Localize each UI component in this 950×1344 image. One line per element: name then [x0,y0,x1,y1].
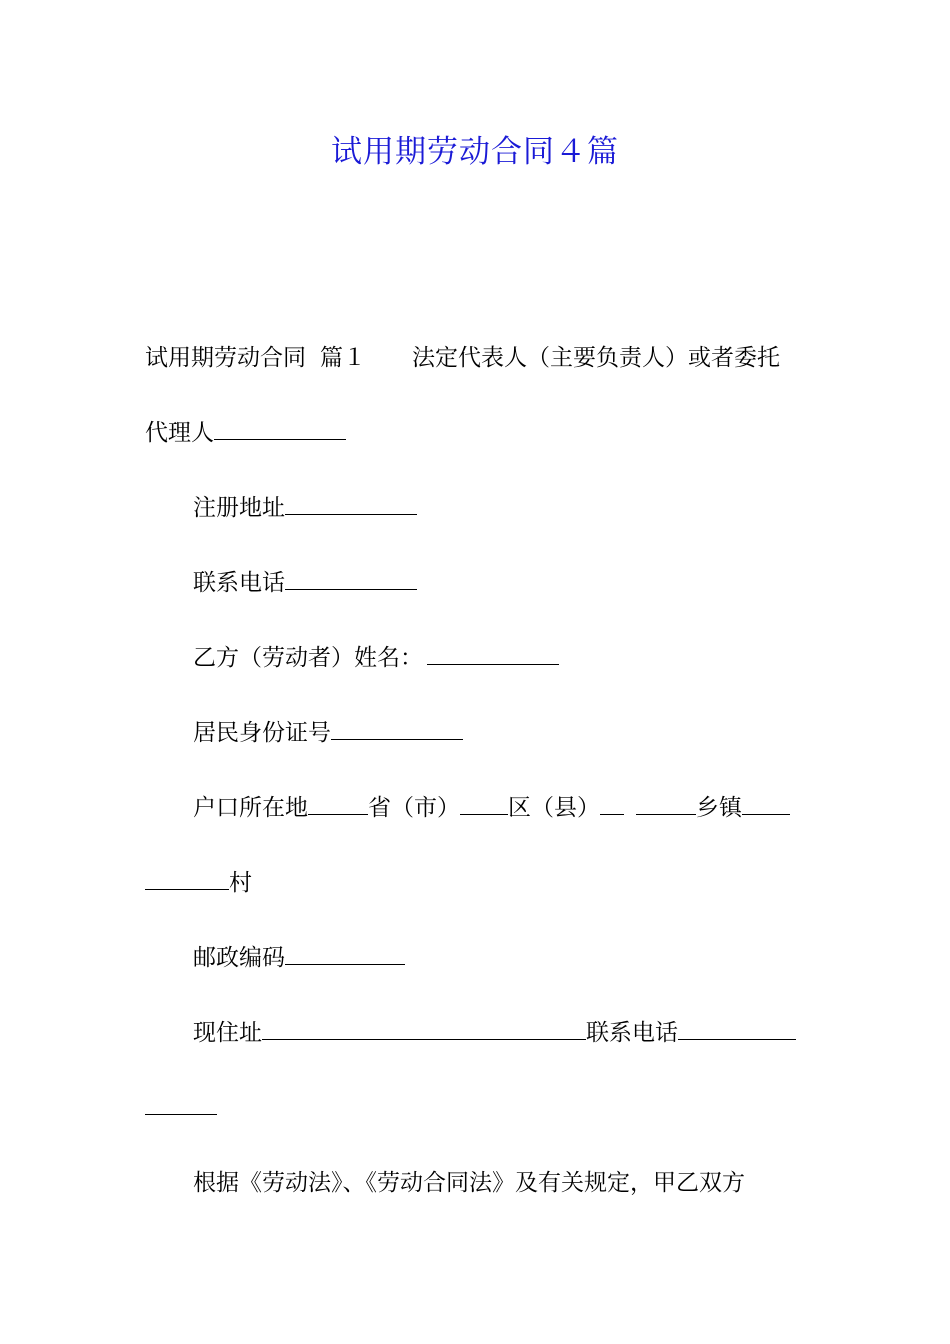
party-b-name-line [193,638,559,678]
village-blank-b[interactable] [145,863,229,890]
body-paragraph [193,1163,745,1203]
district-blank[interactable] [460,788,508,815]
contact-phone-2-cont-line [145,1088,217,1128]
legal-rep-label: 法定代表人（主要负责人）或者委托 [412,345,780,371]
postcode-line [193,938,405,978]
party-b-name-blank[interactable] [427,638,559,665]
section-heading-line [145,338,780,378]
hukou-label: 户口所在地 [193,795,308,821]
agent-blank[interactable] [214,413,346,440]
town-blank-b[interactable] [636,788,696,815]
village-line [145,863,252,903]
registered-address-label: 注册地址 [193,495,285,521]
current-address-label: 现住址 [193,1020,262,1046]
document-title: 试用期劳动合同４篇 [331,134,619,170]
contact-phone-label: 联系电话 [193,570,285,596]
district-label: 区（县） [508,795,600,821]
postcode-blank[interactable] [285,938,405,965]
town-blank-a[interactable] [600,788,624,815]
section-number: 篇１ [320,345,366,371]
village-blank-a[interactable] [742,788,790,815]
current-address-blank[interactable] [262,1013,586,1040]
postcode-label: 邮政编码 [193,945,285,971]
party-b-name-label: 乙方（劳动者）姓名： [193,645,423,671]
registered-address-blank[interactable] [285,488,417,515]
contact-phone-blank[interactable] [285,563,417,590]
section-title: 试用期劳动合同 [145,345,306,371]
province-blank[interactable] [308,788,368,815]
agent-label: 代理人 [145,420,214,446]
registered-address-line [193,488,417,528]
contact-phone-2-blank-a[interactable] [678,1013,796,1040]
town-label: 乡镇 [696,795,742,821]
contact-phone-2-blank-b[interactable] [145,1088,217,1115]
village-label: 村 [229,870,252,896]
id-number-blank[interactable] [331,713,463,740]
contact-phone-line [193,563,417,603]
agent-line [145,413,346,453]
id-number-label: 居民身份证号 [193,720,331,746]
current-address-line [193,1013,796,1053]
contact-phone-2-label: 联系电话 [586,1020,678,1046]
body-text: 根据《劳动法》、《劳动合同法》及有关规定，甲乙双方 [193,1170,745,1196]
id-number-line [193,713,463,753]
province-label: 省（市） [368,795,460,821]
hukou-line [193,788,790,828]
